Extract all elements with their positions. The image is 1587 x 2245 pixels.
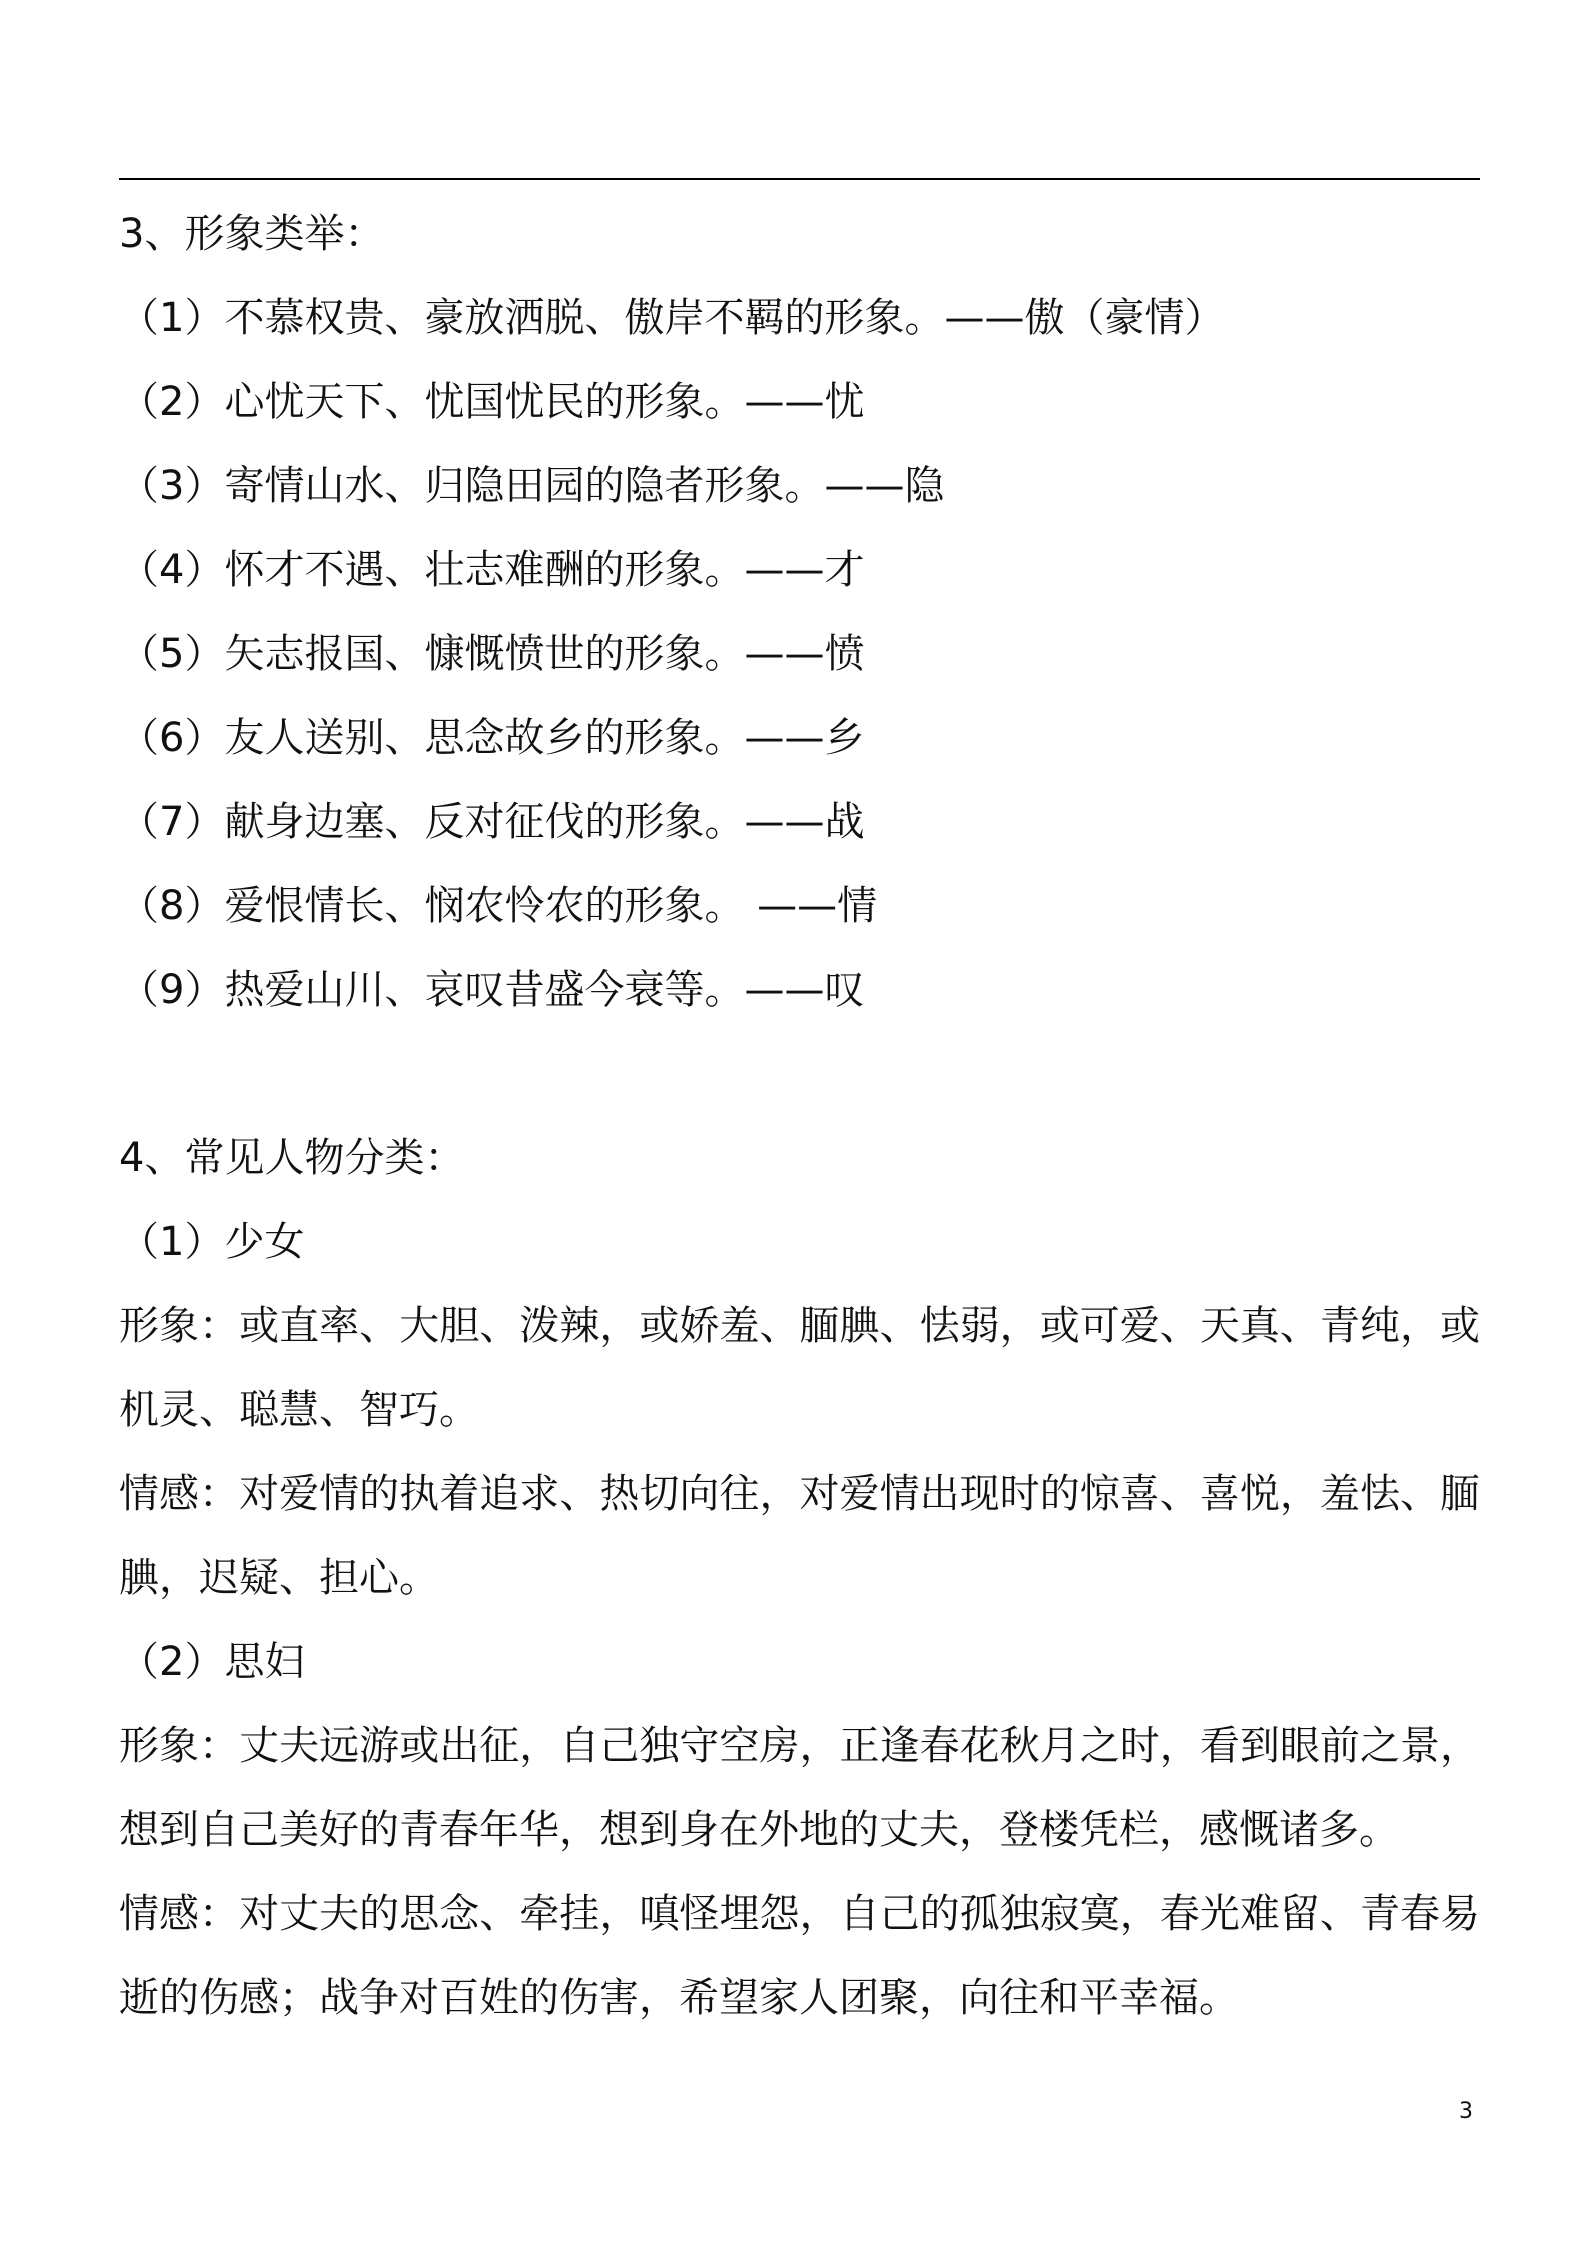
sifu-emotion-paragraph: 情感：对丈夫的思念、牵挂，嗔怪埋怨，自己的孤独寂寞，春光难留、青春易逝的伤感；战争对百姓的伤害，希望家人团聚，向往和平幸福。 xyxy=(119,1891,1480,2021)
page-number: 3 xyxy=(1459,2099,1473,2124)
section-spacer xyxy=(119,1032,1480,1116)
sifu-title: （2）思妇 xyxy=(119,1639,305,1685)
shaonv-emotion-paragraph: 情感：对爱情的执着追求、热切向往，对爱情出现时的惊喜、喜悦，羞怯、腼腆，迟疑、担心。 xyxy=(119,1471,1480,1601)
image-type-item-7: （7）献身边塞、反对征伐的形象。——战 xyxy=(119,799,865,845)
shaonv-image-paragraph: 形象：或直率、大胆、泼辣，或娇羞、腼腆、怯弱，或可爱、天真、青纯，或机灵、聪慧、智巧。 xyxy=(119,1303,1480,1433)
page-content xyxy=(119,192,1480,2040)
image-type-item-9: （9）热爱山川、哀叹昔盛今衰等。——叹 xyxy=(119,967,865,1013)
image-type-item-5: （5）矢志报国、慷慨愤世的形象。——愤 xyxy=(119,631,865,677)
section-3-heading: 3、形象类举： xyxy=(119,211,385,257)
image-type-item-3: （3）寄情山水、归隐田园的隐者形象。——隐 xyxy=(119,463,945,509)
shaonv-title: （1）少女 xyxy=(119,1219,305,1265)
sifu-image-paragraph: 形象：丈夫远游或出征，自己独守空房，正逢春花秋月之时，看到眼前之景，想到自己美好的青春年华，想到身在外地的丈夫，登楼凭栏，感慨诸多。 xyxy=(119,1723,1480,1853)
image-type-item-2: （2）心忧天下、忧国忧民的形象。——忧 xyxy=(119,379,865,425)
image-type-item-8: （8）爱恨情长、悯农怜农的形象。 ——情 xyxy=(119,883,878,929)
image-type-item-6: （6）友人送别、思念故乡的形象。——乡 xyxy=(119,715,865,761)
section-4-heading: 4、常见人物分类： xyxy=(119,1135,465,1181)
header-rule xyxy=(119,178,1480,180)
image-type-item-4: （4）怀才不遇、壮志难酬的形象。——才 xyxy=(119,547,865,593)
image-type-item-1: （1）不慕权贵、豪放洒脱、傲岸不羁的形象。——傲（豪情） xyxy=(119,295,1225,341)
